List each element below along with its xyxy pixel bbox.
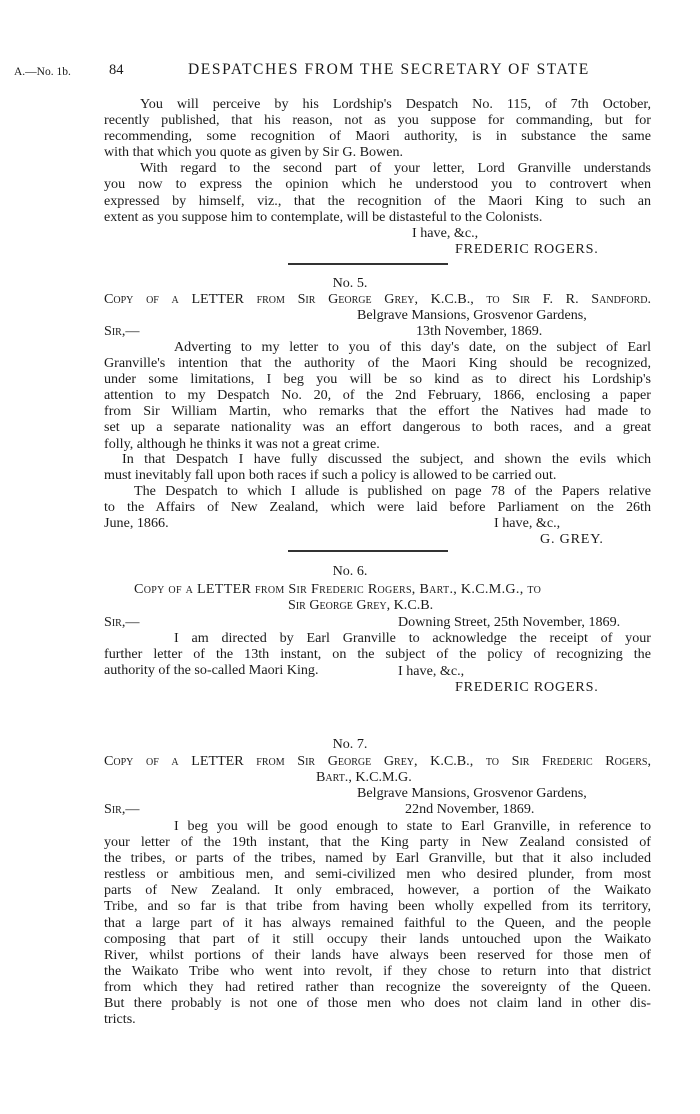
signature: G. GREY. [540, 531, 604, 547]
text-line: The Despatch to which I allude is published on page 78 of the Papers relative [134, 483, 651, 499]
salutation: Sir,— [104, 614, 140, 630]
salutation: Sir,— [104, 801, 140, 817]
text-line: that a large part of it has always remained faithful to the Queen, and the people [104, 914, 651, 931]
letter-paragraph [104, 483, 651, 531]
letter-heading [104, 291, 651, 307]
sender-address: Belgrave Mansions, Grosvenor Gardens, [357, 307, 587, 323]
text-line: expressed by himself, viz., that the recognition of the Maori King to such an [104, 192, 651, 209]
closing: I have, &c., [398, 663, 465, 679]
letter-heading-continuation: Bart., K.C.M.G. [316, 769, 412, 785]
text-line: further letter of the 13th instant, on the subject of the policy of recognizing the [104, 646, 651, 663]
signature: FREDERIC ROGERS. [455, 241, 599, 257]
section-divider [288, 263, 448, 265]
letter-paragraph [104, 630, 651, 678]
running-header [14, 62, 686, 80]
text-line: Tribe, and so far is that tribe from having been wholly expelled from its territory, [104, 898, 651, 915]
text-line: With regard to the second part of your letter, Lord Granville understands [140, 160, 651, 177]
letter-number: No. 7. [332, 736, 368, 752]
closing: I have, &c., [494, 515, 561, 531]
page-number: 84 [109, 62, 124, 78]
text-line: must inevitably fall upon both races if such a policy is allowed to be carried out. [104, 467, 557, 484]
text-line: folly, although he thinks it was not a great crime. [104, 435, 380, 452]
text-line: from Sir William Martin, who remarks that the effort the Natives had made to [104, 403, 651, 420]
text-line: from which they had retired rather than recognize the sovereignty of the Queen. [104, 978, 651, 995]
text-line: recently published, that his reason, not as you suppose for commanding, but for [104, 112, 651, 129]
page-title: DESPATCHES FROM THE SECRETARY OF STATE [188, 61, 590, 78]
text-line: River, whilst portions of their lands have always been reserved for those men of [104, 946, 651, 963]
text-line: the Waikato Tribe who went into revolt, if they chose to return into that district [104, 962, 651, 979]
text-line: your letter of the 19th instant, that the King party in New Zealand consisted of [104, 834, 651, 851]
letter-heading: Copy of a LETTER from Sir Frederic Rogers, Bart., K.C.M.G., to [134, 581, 542, 597]
letter-paragraph [104, 339, 651, 452]
signature: FREDERIC ROGERS. [455, 679, 599, 695]
letter-date: 22nd November, 1869. [405, 801, 535, 817]
section-divider [288, 550, 448, 552]
letter-heading [104, 753, 651, 769]
intro-paragraph [104, 96, 651, 225]
text-line: Adverting to my letter to you of this day's date, on the subject of Earl [174, 339, 651, 355]
text-line: you now to express the opinion which he understood you to controvert when [104, 176, 651, 193]
letter-heading-text: Copy of a LETTER from Sir George Grey, K.C.B., to Sir F. R. Sandford. [104, 291, 651, 307]
document-reference: A.—No. 1b. [14, 66, 71, 78]
letter-number: No. 5. [332, 275, 368, 291]
text-line: authority of the so-called Maori King. [104, 662, 319, 679]
letter-number: No. 6. [332, 563, 368, 579]
salutation: Sir,— [104, 323, 140, 339]
text-line: recommending, some recognition of Maori authority, is in substance the same [104, 128, 651, 145]
letter-paragraph [104, 818, 651, 1027]
letter-heading-recipient: Sir George Grey, K.C.B. [288, 597, 434, 613]
text-line: restless or ambitious men, and semi-civilized men who desired plunder, from most [104, 866, 651, 883]
text-line: tricts. [104, 1011, 136, 1028]
text-line: with that which you quote as given by Sir G. Bowen. [104, 144, 404, 161]
text-line: In that Despatch I have fully discussed the subject, and shown the evils which [122, 451, 651, 467]
text-line: But there probably is not one of those men who does not claim land in other dis- [104, 995, 651, 1012]
text-line: extent as you suppose him to contemplate, will be distasteful to the Colonists. [104, 208, 543, 225]
sender-address: Belgrave Mansions, Grosvenor Gardens, [357, 785, 587, 801]
text-line: to the Affairs of New Zealand, which were laid before Parliament on the 26th [104, 499, 651, 516]
letter-heading-text: Copy of a LETTER from Sir George Grey, K.C.B., to Sir Frederic Rogers, [104, 753, 651, 769]
text-line: parts of New Zealand. It only embraced, however, a portion of the Waikato [104, 882, 651, 899]
text-line: You will perceive by his Lordship's Despatch No. 115, of 7th October, [140, 96, 651, 112]
text-line: set up a separate nationality was an effort dangerous to both races, and a great [104, 419, 651, 436]
text-line: Granville's intention that the authority of the Maori King should be recognized, [104, 355, 651, 372]
text-line: composing that part of it still occupy their lands untouched upon the Waikato [104, 930, 651, 947]
letter-date: 13th November, 1869. [416, 323, 543, 339]
text-line: attention to my Despatch No. 20, of the 2nd February, 1866, enclosing a paper [104, 387, 651, 404]
closing: I have, &c., [412, 225, 479, 241]
text-line: June, 1866. [104, 515, 169, 532]
text-line: I beg you will be good enough to state to Earl Granville, in reference to [174, 818, 651, 834]
letter-address-date: Downing Street, 25th November, 1869. [398, 614, 621, 630]
text-line: the tribes, or parts of the tribes, named by Earl Granville, but that it also included [104, 850, 651, 867]
text-line: under some limitations, I beg you will be so kind as to direct his Lordship's [104, 371, 651, 388]
letter-paragraph [104, 451, 651, 483]
text-line: I am directed by Earl Granville to acknowledge the receipt of your [174, 630, 651, 646]
